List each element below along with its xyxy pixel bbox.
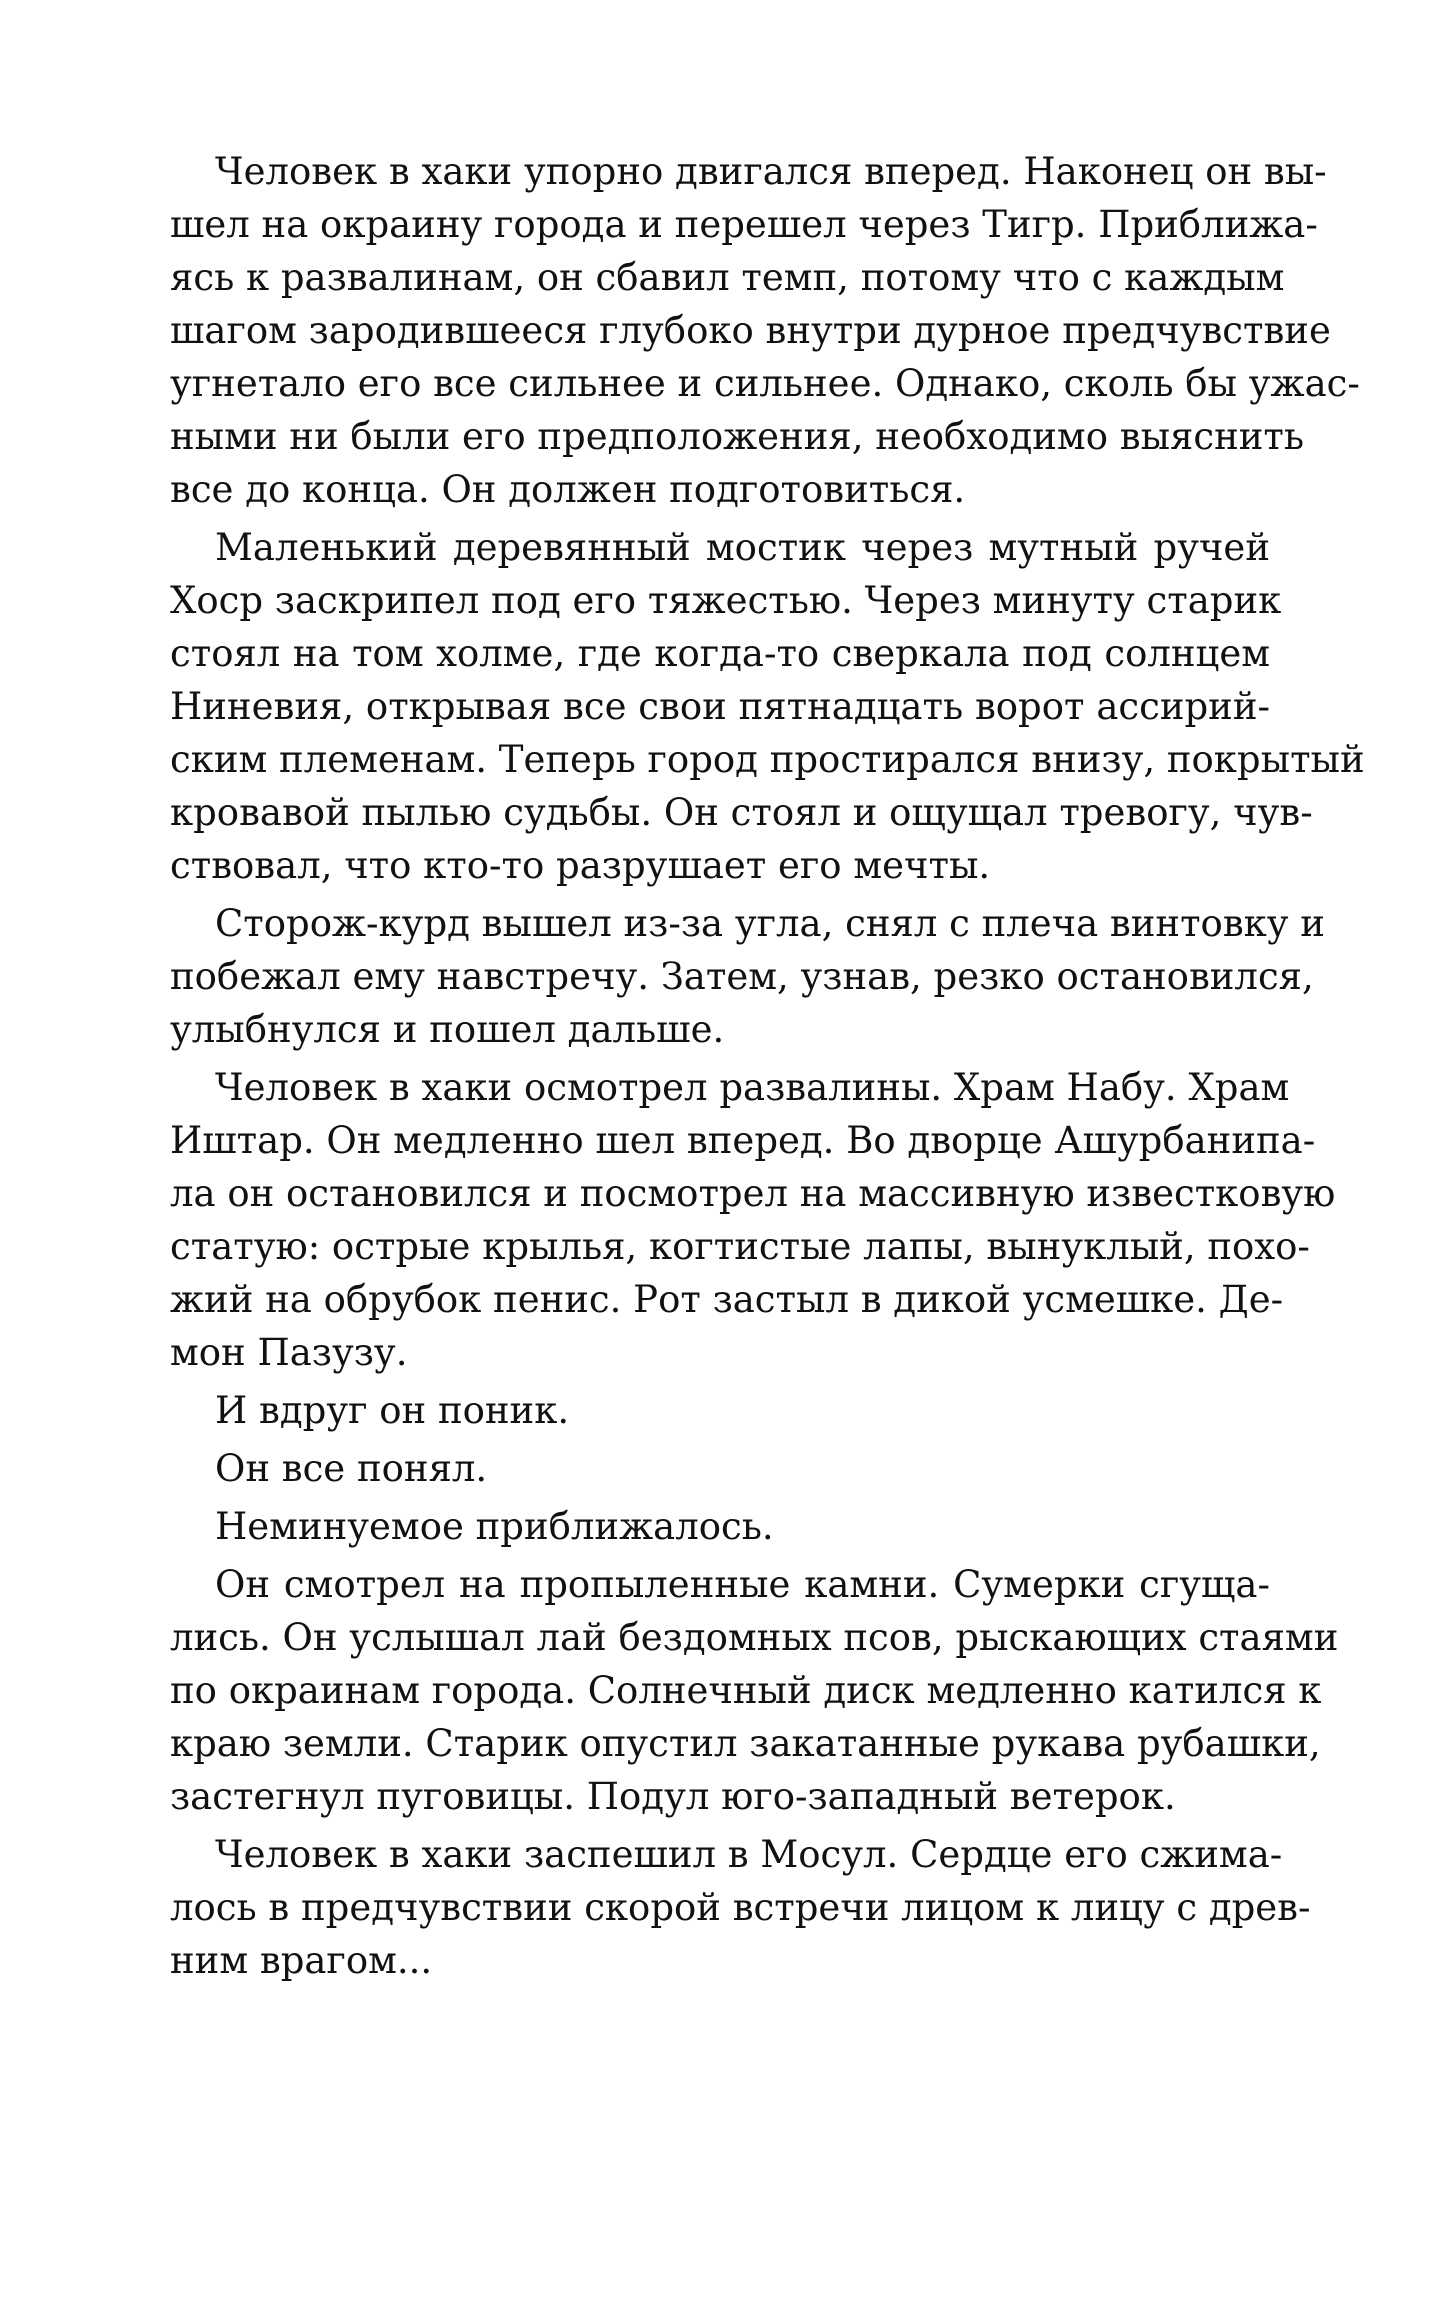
text-line: Хоср заскрипел под его тяжестью. Через минуту старик <box>170 579 1282 622</box>
text-line: лось в предчувствии скорой встречи лицом к лицу с древ- <box>170 1886 1311 1929</box>
text-line: Иштар. Он медленно шел вперед. Во дворце Ашурбанипа- <box>170 1119 1316 1162</box>
text-line: улыбнулся и пошел дальше. <box>170 1008 725 1051</box>
text-line: Сторож-курд вышел из-за угла, снял с плеча винтовку и <box>215 902 1325 945</box>
text-line: стоял на том холме, где когда-то сверкала под солнцем <box>170 632 1270 675</box>
text-line: угнетало его все сильнее и сильнее. Однако, сколь бы ужас- <box>170 362 1360 405</box>
text-line: ными ни были его предположения, необходимо выяснить <box>170 415 1305 458</box>
text-line: И вдруг он поник. <box>215 1389 570 1432</box>
paragraph <box>170 1384 1270 1437</box>
text-line: ла он остановился и посмотрел на массивную известковую <box>170 1172 1336 1215</box>
text-line: ним врагом... <box>170 1939 433 1982</box>
text-line: застегнул пуговицы. Подул юго-западный ветерок. <box>170 1775 1176 1818</box>
text-line: по окраинам города. Солнечный диск медленно катился к <box>170 1669 1322 1712</box>
paragraph <box>170 1500 1270 1553</box>
body-text <box>170 145 1365 1987</box>
text-line: ствовал, что кто-то разрушает его мечты. <box>170 844 991 887</box>
text-line: побежал ему навстречу. Затем, узнав, резко остановился, <box>170 955 1314 998</box>
paragraph <box>170 521 1365 892</box>
text-line: Он все понял. <box>215 1447 488 1490</box>
text-line: все до конца. Он должен подготовиться. <box>170 468 966 511</box>
text-line: Человек в хаки осмотрел развалины. Храм Набу. Храм <box>215 1066 1290 1109</box>
text-line: Человек в хаки упорно двигался вперед. Наконец он вы- <box>215 150 1327 193</box>
paragraph <box>170 1558 1339 1823</box>
paragraph <box>170 1828 1311 1987</box>
text-line: Ниневия, открывая все свои пятнадцать ворот ассирий- <box>170 685 1270 728</box>
paragraph <box>170 1442 1270 1495</box>
text-line: ским племенам. Теперь город простирался внизу, покрытый <box>170 738 1365 781</box>
text-line: краю земли. Старик опустил закатанные рукава рубашки, <box>170 1722 1321 1765</box>
text-line: статую: острые крылья, когтистые лапы, вынуклый, похо- <box>170 1225 1310 1268</box>
paragraph <box>170 1061 1336 1379</box>
text-line: лись. Он услышал лай бездомных псов, рыскающих стаями <box>170 1616 1339 1659</box>
text-line: Он смотрел на пропыленные камни. Сумерки сгуща- <box>215 1563 1270 1606</box>
paragraph <box>170 897 1325 1056</box>
text-line: Человек в хаки заспешил в Мосул. Сердце его сжима- <box>215 1833 1283 1876</box>
text-line: мон Пазузу. <box>170 1331 408 1374</box>
text-line: Неминуемое приближалось. <box>215 1505 774 1548</box>
text-line: шел на окраину города и перешел через Тигр. Приближа- <box>170 203 1318 246</box>
text-line: шагом зародившееся глубоко внутри дурное предчувствие <box>170 309 1331 352</box>
text-line: кровавой пылью судьбы. Он стоял и ощущал тревогу, чув- <box>170 791 1313 834</box>
text-line: жий на обрубок пенис. Рот застыл в дикой усмешке. Де- <box>170 1278 1284 1321</box>
text-line: Маленький деревянный мостик через мутный ручей <box>215 526 1270 569</box>
text-line: ясь к развалинам, он сбавил темп, потому что с каждым <box>170 256 1285 299</box>
paragraph <box>170 145 1360 516</box>
